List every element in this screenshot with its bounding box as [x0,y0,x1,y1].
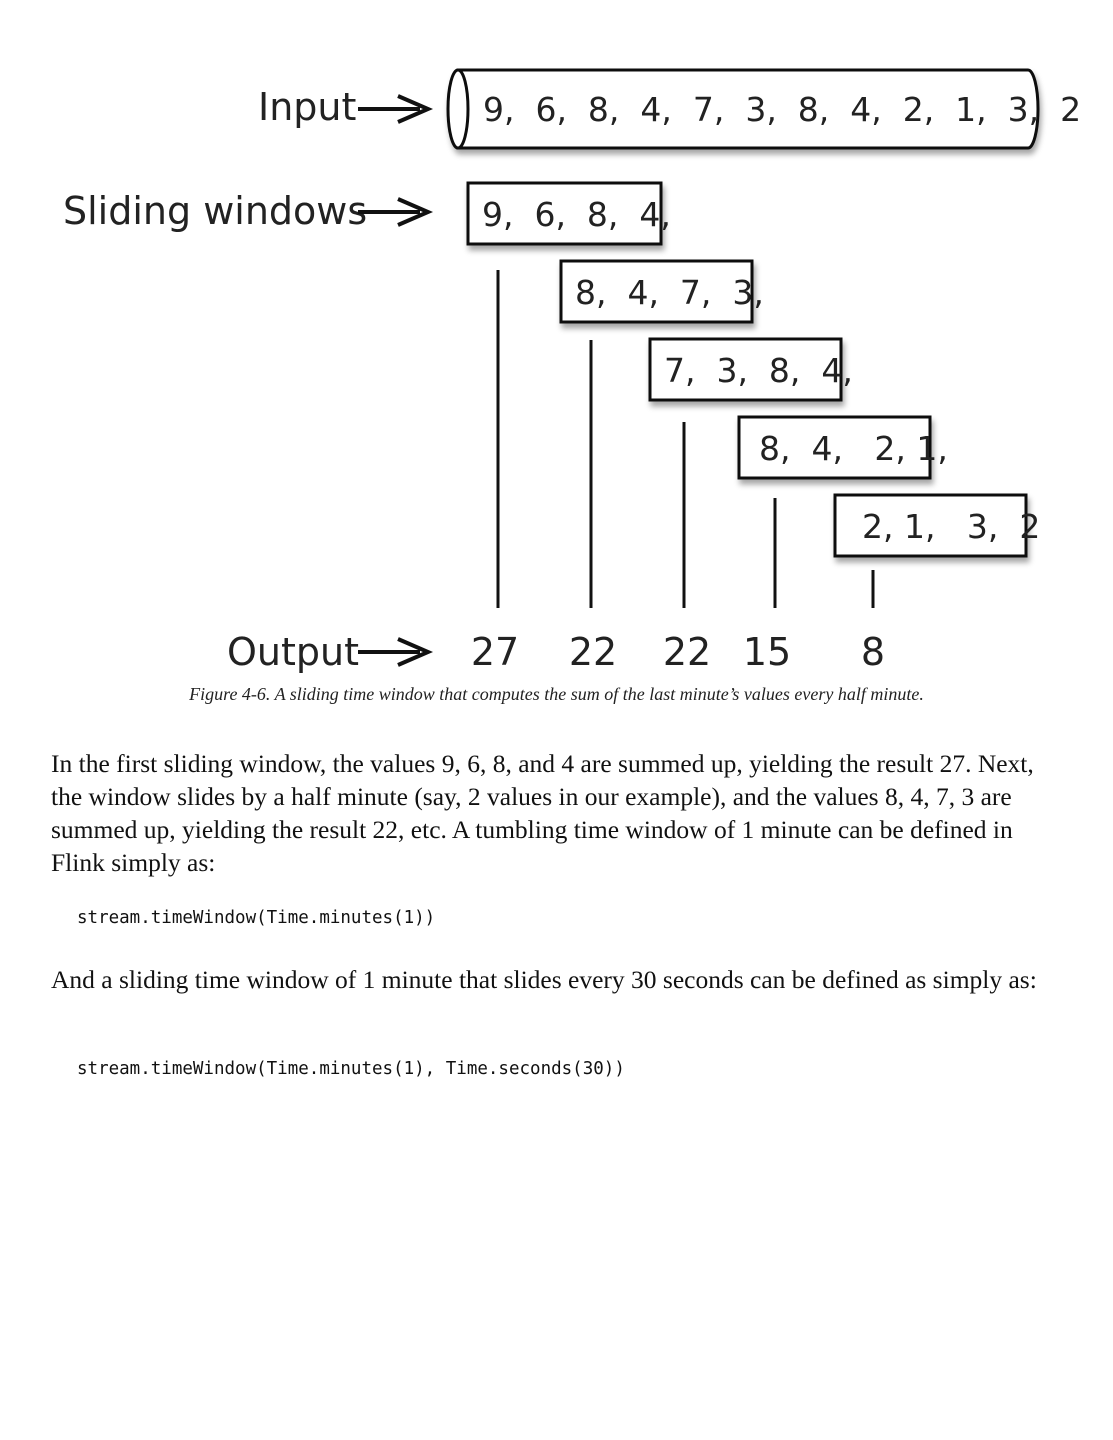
window-box-4 [739,417,948,478]
output-value-2: 22 [568,630,618,674]
output-label: Output [227,630,359,674]
window-box-3 [650,339,853,400]
window-box-5 [835,495,1040,556]
sliding-window-diagram [0,0,1113,690]
output-value-5: 8 [860,630,886,674]
window-values-5: 2, 1, 3, 2 [862,507,1041,546]
sliding-windows-arrow [358,199,428,225]
sliding-windows-label: Sliding windows [63,189,368,233]
output-value-1: 27 [470,630,520,674]
figure-caption: Figure 4-6. A sliding time window that computes the sum of the last minute’s values every half minute. [189,684,924,704]
window-box-2 [561,261,764,322]
window-box-1 [468,183,671,244]
input-values: 9, 6, 8, 4, 7, 3, 8, 4, 2, 1, 3, 2 [483,90,1082,129]
window-values-4: 8, 4, 2, 1, [759,429,948,468]
output-value-3: 22 [662,630,712,674]
input-arrow [358,96,428,122]
code-sample-tumbling: stream.timeWindow(Time.minutes(1)) [77,908,436,928]
body-paragraph-2: And a sliding time window of 1 minute that slides every 30 seconds can be defined as simply as: [51,965,1037,994]
window-values-2: 8, 4, 7, 3, [575,273,764,312]
sliding-window-figure [0,0,1113,690]
window-values-3: 7, 3, 8, 4, [664,351,853,390]
output-value-4: 15 [742,630,792,674]
input-label: Input [258,85,357,129]
output-arrow [358,639,428,665]
code-sample-sliding: stream.timeWindow(Time.minutes(1), Time.seconds(30)) [77,1059,625,1079]
window-values-1: 9, 6, 8, 4, [482,195,671,234]
body-paragraph-1: In the first sliding window, the values 9, 6, 8, and 4 are summed up, yielding the result 27. Next, the window slides by a half minute (say, 2 values in our example), and the values 8, 4, 7, 3 are summed up, yielding the result 22, etc. A tumbling time window of 1 minute can be defined in Flink simply as: [51,749,1034,877]
